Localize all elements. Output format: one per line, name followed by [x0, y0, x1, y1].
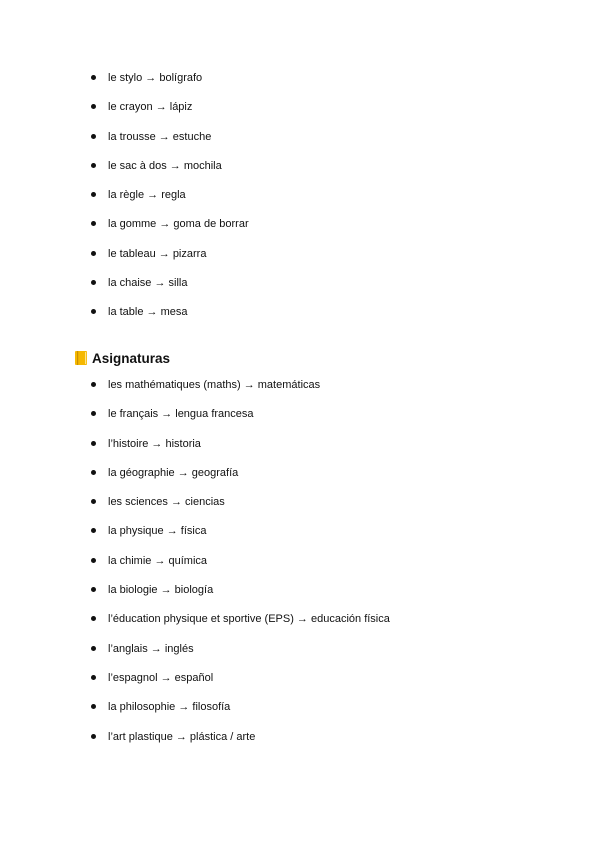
list-item-text: l’éducation physique et sportive (EPS) → educación física — [108, 613, 390, 626]
list-item-text: les sciences → ciencias — [108, 496, 225, 509]
bullet-icon — [91, 675, 96, 680]
list-item-text: le tableau → pizarra — [108, 247, 207, 260]
list-item-text: le stylo → bolígrafo — [108, 72, 203, 84]
list-item-text: la géographie → geografía — [108, 466, 239, 479]
list-item-text: la règle → regla — [108, 189, 186, 202]
list-item-text: l’art plastique → plástica / arte — [108, 730, 256, 743]
bullet-icon — [91, 309, 96, 314]
bullet-icon — [91, 587, 96, 592]
list-item — [0, 436, 600, 465]
list-item — [0, 99, 600, 128]
list-item — [0, 129, 600, 158]
bullet-icon — [91, 704, 96, 709]
list-item — [0, 187, 600, 216]
bullet-icon — [91, 441, 96, 446]
list-item — [0, 494, 600, 523]
school-supplies-list — [0, 70, 600, 334]
bullet-icon — [91, 470, 96, 475]
bullet-icon — [91, 104, 96, 109]
list-item-text: la chaise → silla — [108, 277, 188, 290]
list-item — [0, 611, 600, 640]
section-title: Asignaturas — [92, 350, 171, 366]
bullet-icon — [91, 251, 96, 256]
list-item — [0, 246, 600, 275]
bullet-icon — [91, 382, 96, 387]
bullet-icon — [91, 616, 96, 621]
section-heading — [75, 348, 170, 368]
list-item-text: le sac à dos → mochila — [108, 159, 222, 172]
notebook-icon — [75, 351, 87, 365]
list-item-text: le français → lengua francesa — [108, 408, 254, 421]
bullet-icon — [91, 528, 96, 533]
list-item-text: l’histoire → historia — [108, 437, 201, 450]
bullet-icon — [91, 75, 96, 80]
list-item — [0, 523, 600, 552]
list-item — [0, 377, 600, 406]
bullet-icon — [91, 734, 96, 739]
list-item-text: la biologie → biología — [108, 584, 214, 597]
bullet-icon — [91, 411, 96, 416]
subjects-list — [0, 377, 600, 758]
list-item — [0, 304, 600, 333]
bullet-icon — [91, 499, 96, 504]
list-item-text: la physique → física — [108, 525, 207, 538]
list-item — [0, 699, 600, 728]
list-item-text: la philosophie → filosofía — [108, 701, 231, 714]
bullet-icon — [91, 192, 96, 197]
bullet-icon — [91, 163, 96, 168]
list-item — [0, 465, 600, 494]
list-item-text: la gomme → goma de borrar — [108, 218, 249, 231]
list-item — [0, 275, 600, 304]
list-item-text: les mathématiques (maths) → matemáticas — [108, 379, 321, 391]
list-item-text: la trousse → estuche — [108, 130, 212, 143]
list-item — [0, 216, 600, 245]
list-item — [0, 70, 600, 99]
list-item-text: l’anglais → inglés — [108, 642, 194, 655]
bullet-icon — [91, 221, 96, 226]
list-item-text: le crayon → lápiz — [108, 101, 193, 114]
bullet-icon — [91, 280, 96, 285]
list-item-text: l’espagnol → español — [108, 671, 214, 684]
bullet-icon — [91, 134, 96, 139]
list-item — [0, 553, 600, 582]
list-item-text: la table → mesa — [108, 306, 188, 319]
list-item — [0, 582, 600, 611]
list-item — [0, 641, 600, 670]
bullet-icon — [91, 646, 96, 651]
bullet-icon — [91, 558, 96, 563]
list-item — [0, 158, 600, 187]
list-item — [0, 406, 600, 435]
list-item — [0, 729, 600, 758]
list-item — [0, 670, 600, 699]
list-item-text: la chimie → química — [108, 554, 208, 567]
